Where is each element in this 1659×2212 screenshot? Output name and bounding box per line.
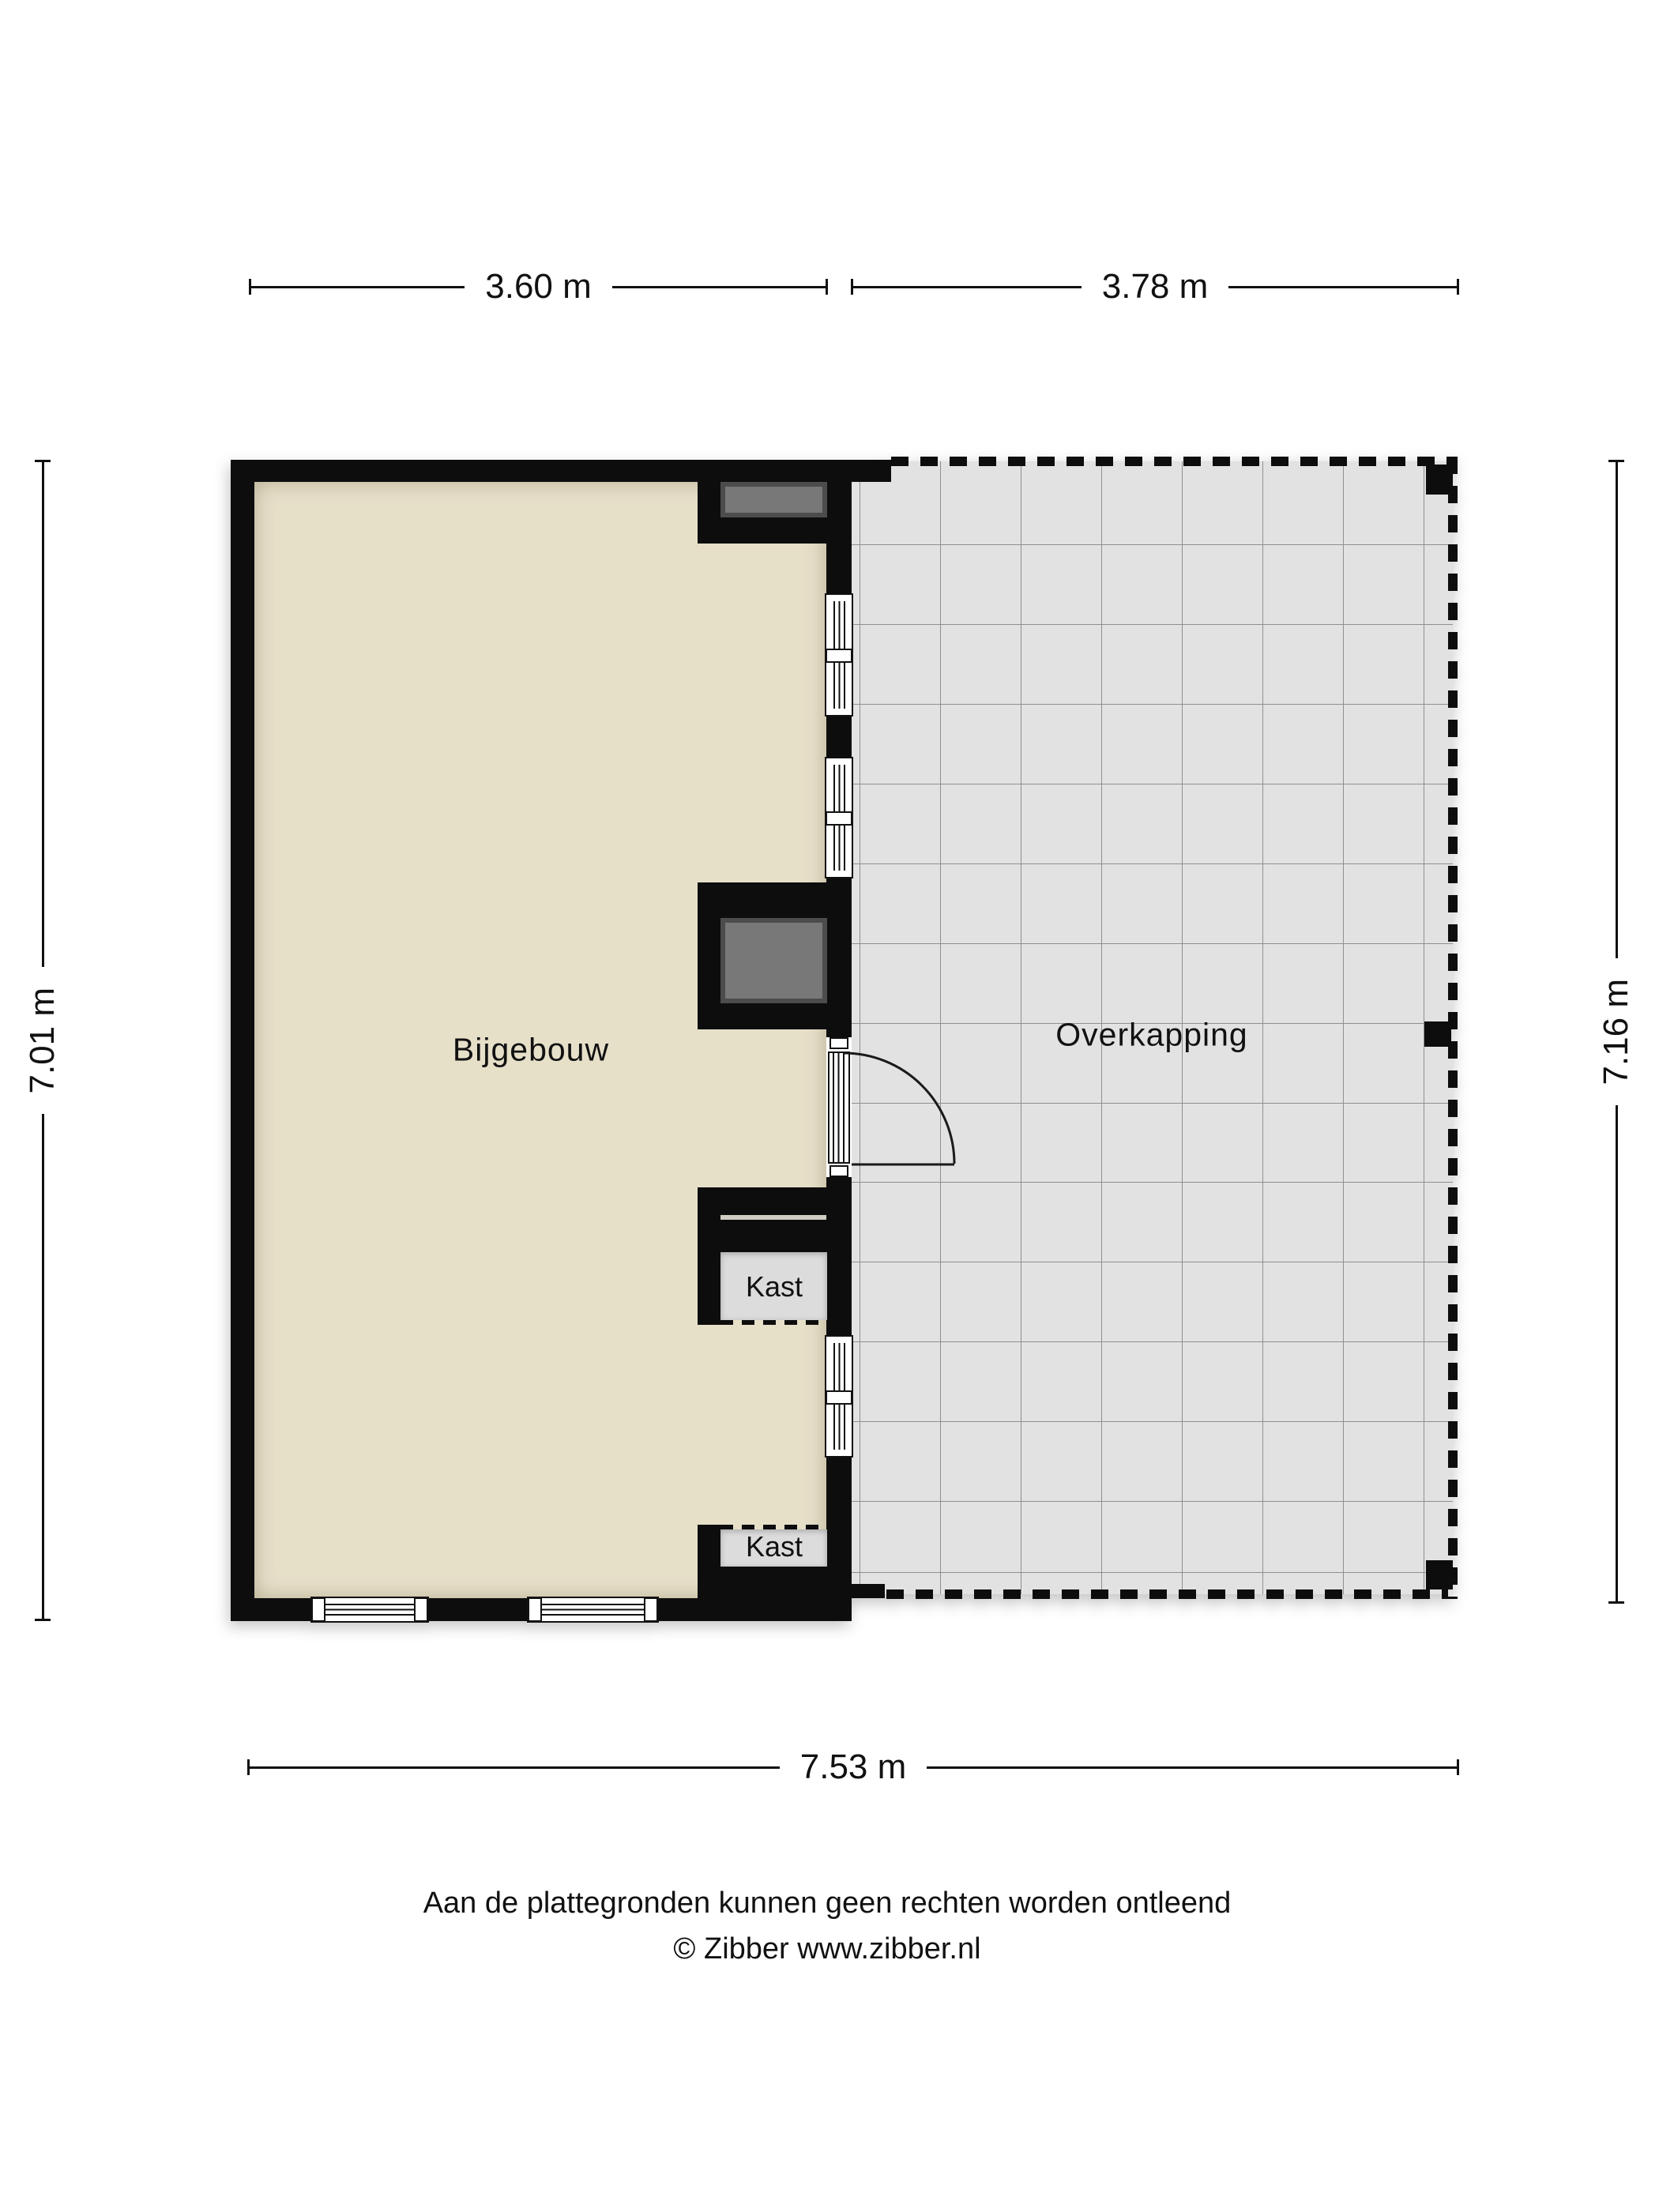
window-end-cap <box>414 1597 428 1622</box>
window-glazing <box>325 1604 415 1616</box>
room-label-kast-1: Kast <box>745 1270 803 1303</box>
tile-grid-line-h <box>852 1572 1453 1573</box>
tile-grid-line-h <box>852 1501 1453 1502</box>
tile-grid-line-h <box>852 704 1453 705</box>
door-jamb-top <box>830 1037 848 1049</box>
niche2-top-wall <box>698 882 830 918</box>
window-divider-1 <box>825 593 853 717</box>
window-meeting-stile <box>826 1390 852 1405</box>
room-label-overkapping: Overkapping <box>1055 1016 1248 1053</box>
dimension-line <box>251 286 465 288</box>
dimension-line <box>1616 462 1618 958</box>
tile-grid-line-h <box>852 544 1453 545</box>
dimension-bottom <box>247 1747 1459 1786</box>
dimension-line <box>250 1766 780 1769</box>
dimension-value: 7.16 m <box>1597 978 1635 1085</box>
window-divider-2 <box>825 757 853 878</box>
dimension-top-right <box>851 267 1459 306</box>
tile-grid-line-h <box>852 1182 1453 1183</box>
door-leaf-glazed <box>828 1051 850 1164</box>
divider-seg-1 <box>826 482 852 593</box>
dimension-line <box>42 1114 44 1619</box>
tile-grid-line-h <box>852 943 1453 944</box>
kast1-top-wall <box>698 1187 852 1252</box>
copyright-text: © Zibber www.zibber.nl <box>673 1932 981 1966</box>
window-end-cap <box>528 1597 542 1622</box>
wall-left <box>231 460 254 1621</box>
divider-seg-2 <box>826 717 852 757</box>
niche1-block <box>720 482 827 517</box>
dimension-line <box>1228 286 1457 288</box>
tile-grid-line-h <box>852 1421 1453 1422</box>
divider-seg-3 <box>826 878 852 1037</box>
room-label-kast-2: Kast <box>745 1530 803 1563</box>
dimension-tick <box>35 1619 51 1621</box>
window-bottom-1 <box>310 1597 429 1623</box>
dimension-line <box>42 462 44 967</box>
dimension-value: 3.78 m <box>1101 267 1209 306</box>
kast1-wall-groove <box>720 1215 826 1220</box>
dimension-line <box>1616 1105 1618 1601</box>
window-end-cap <box>311 1597 325 1622</box>
dimension-line <box>853 286 1082 288</box>
dimension-value: 7.53 m <box>799 1747 907 1786</box>
tile-grid-line-h <box>852 863 1453 864</box>
window-meeting-stile <box>826 811 852 826</box>
disclaimer-text: Aan de plattegronden kunnen geen rechten worden ontleend <box>423 1887 1232 1920</box>
dimension-left <box>23 460 62 1621</box>
dimension-tick <box>1457 279 1459 295</box>
tile-grid-line-h <box>852 1341 1453 1342</box>
wall-top <box>231 460 891 482</box>
overkapping-dashed-top <box>891 457 1458 466</box>
window-end-cap <box>644 1597 658 1622</box>
door-jamb-bottom <box>830 1165 848 1177</box>
tile-grid-line-v <box>940 461 941 1594</box>
dimension-tick <box>1608 1601 1624 1604</box>
door-glazing <box>833 1053 845 1162</box>
tile-grid-line-v <box>1262 461 1263 1594</box>
dimension-right <box>1597 460 1635 1604</box>
canopy-post-bottom-right <box>1426 1560 1453 1589</box>
dimension-value: 3.60 m <box>485 267 592 306</box>
window-glazing <box>541 1604 645 1616</box>
room-label-bijgebouw: Bijgebouw <box>452 1031 610 1068</box>
dimension-top-left <box>249 267 828 306</box>
niche2-bottom-wall <box>698 1003 830 1029</box>
dimension-tick <box>1457 1759 1459 1775</box>
window-divider-3 <box>825 1335 853 1458</box>
niche2-block <box>720 918 827 1003</box>
window-bottom-2 <box>527 1597 659 1623</box>
tile-grid-line-h <box>852 624 1453 625</box>
kast2-bottom-wall <box>698 1567 852 1598</box>
overkapping-dashed-bottom <box>886 1589 1448 1599</box>
canopy-post-bottom-left <box>851 1584 885 1598</box>
niche1-bottom-wall <box>698 517 830 544</box>
tile-grid-line-v <box>1343 461 1344 1594</box>
canopy-post-top-right <box>1426 465 1453 495</box>
dimension-value: 7.01 m <box>23 987 62 1094</box>
dimension-line <box>927 1766 1457 1769</box>
dimension-line <box>612 286 826 288</box>
window-meeting-stile <box>826 649 852 663</box>
kast1-dashed-front <box>720 1320 827 1325</box>
tile-grid-line-h <box>852 1103 1453 1104</box>
canopy-post-mid-right <box>1424 1021 1451 1047</box>
dimension-tick <box>826 279 828 295</box>
